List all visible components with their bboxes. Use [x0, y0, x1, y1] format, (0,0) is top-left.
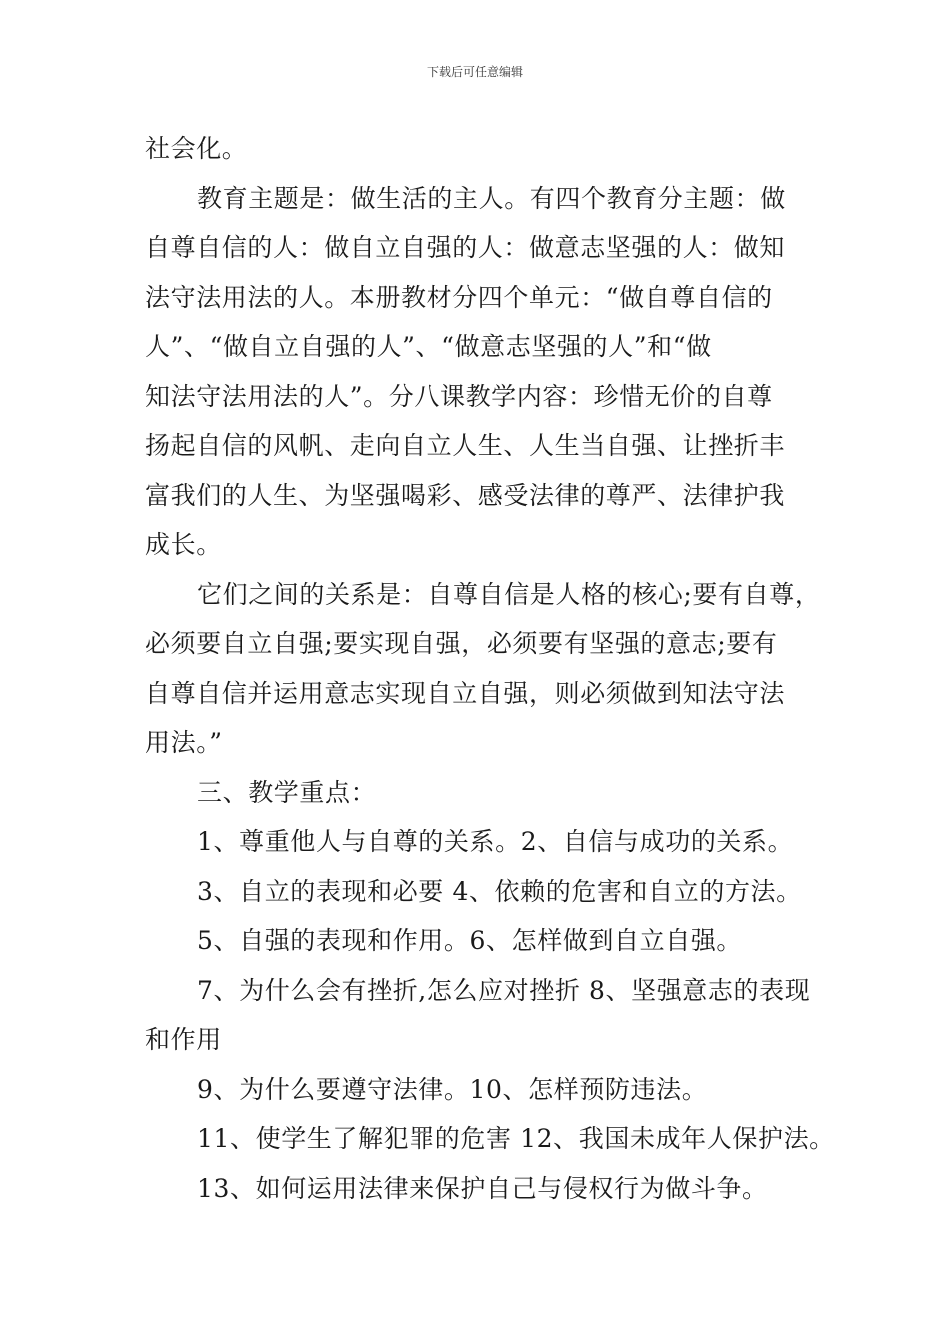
- text-line: 5、自强的表现和作用。6、怎样做到自立自强。: [197, 926, 743, 955]
- text-line: 7、为什么会有挫折,怎么应对挫折 8、坚强意志的表现: [197, 975, 811, 1005]
- list-item-1: [145, 817, 815, 867]
- text-line: 和作用: [145, 1025, 222, 1054]
- text-line: 人”、“做自立自强的人”、“做意志坚强的人”和“做: [145, 332, 712, 361]
- list-item-13: [145, 1164, 815, 1214]
- list-item-3: [145, 867, 815, 917]
- text-line: 扬起自信的风帆、走向自立人生、人生当自强、让挫折丰: [145, 431, 786, 460]
- text-line: 自尊自信并运用意志实现自立自强，则必须做到知法守法: [145, 678, 786, 708]
- section-heading: [145, 768, 815, 818]
- list-item-9: [145, 1065, 815, 1115]
- text-line: 11、使学生了解犯罪的危害 12、我国未成年人保护法。: [197, 1124, 835, 1153]
- list-item-11: [145, 1114, 835, 1164]
- document-body: [145, 124, 835, 1213]
- text-line: 3、自立的表现和必要 4、依赖的危害和自立的方法。: [197, 876, 802, 906]
- text-line: 用法。”: [145, 728, 223, 757]
- list-item-7: [145, 966, 815, 1065]
- text-line: 教育主题是：做生活的主人。有四个教育分主题：做: [197, 183, 786, 213]
- paragraph-1: [145, 124, 815, 174]
- text-line: 它们之间的关系是：自尊自信是人格的核心;要有自尊，: [197, 579, 821, 609]
- text-line: 法守法用法的人。本册教材分四个单元：“做自尊自信的: [145, 282, 773, 312]
- text-line: 自尊自信的人：做自立自强的人：做意志坚强的人：做知: [145, 233, 786, 262]
- paragraph-2: [145, 174, 815, 570]
- list-item-5: [145, 916, 815, 966]
- text-line: 社会化。: [145, 134, 248, 163]
- text-line: 成长。: [145, 530, 222, 559]
- text-line: 13、如何运用法律来保护自己与侵权行为做斗争。: [197, 1173, 768, 1203]
- text-line: 知法守法用法的人”。分八课教学内容：珍惜无价的自尊: [145, 381, 773, 411]
- paragraph-3: [145, 570, 821, 768]
- text-line: 1、尊重他人与自尊的关系。2、自信与成功的关系。: [197, 827, 794, 856]
- text-line: 9、为什么要遵守法律。10、怎样预防违法。: [197, 1074, 708, 1104]
- text-line: 三、教学重点：: [197, 777, 377, 807]
- text-line: 必须要自立自强;要实现自强，必须要有坚强的意志;要有: [145, 629, 778, 658]
- text-line: 富我们的人生、为坚强喝彩、感受法律的尊严、法律护我: [145, 480, 786, 510]
- page-header: 下载后可任意编辑: [426, 65, 523, 79]
